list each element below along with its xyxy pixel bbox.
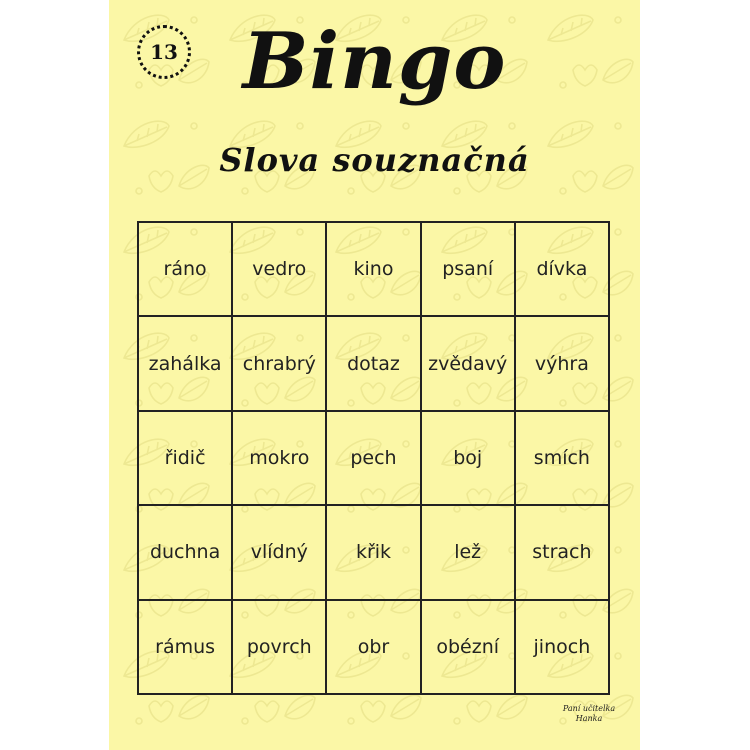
- bingo-cell[interactable]: dívka: [515, 222, 609, 316]
- bingo-cell[interactable]: smích: [515, 411, 609, 505]
- author-logo-line1: Paní učitelka: [562, 704, 616, 713]
- bingo-cell[interactable]: dotaz: [326, 316, 420, 410]
- bingo-cell[interactable]: řidič: [138, 411, 232, 505]
- bingo-cell[interactable]: obr: [326, 600, 420, 694]
- bingo-cell[interactable]: jinoch: [515, 600, 609, 694]
- bingo-cell[interactable]: křik: [326, 505, 420, 599]
- bingo-cell[interactable]: zvědavý: [421, 316, 515, 410]
- bingo-cell[interactable]: ráno: [138, 222, 232, 316]
- bingo-grid: [137, 221, 610, 695]
- bingo-cell[interactable]: strach: [515, 505, 609, 599]
- bingo-cell[interactable]: lež: [421, 505, 515, 599]
- bingo-cell[interactable]: zahálka: [138, 316, 232, 410]
- bingo-cell[interactable]: kino: [326, 222, 420, 316]
- bingo-cell[interactable]: duchna: [138, 505, 232, 599]
- bingo-cell[interactable]: výhra: [515, 316, 609, 410]
- card-number-badge: 13: [137, 25, 191, 79]
- bingo-cell[interactable]: vedro: [232, 222, 326, 316]
- author-logo: [559, 704, 619, 724]
- bingo-cell[interactable]: pech: [326, 411, 420, 505]
- bingo-cell[interactable]: boj: [421, 411, 515, 505]
- bingo-cell[interactable]: povrch: [232, 600, 326, 694]
- bingo-cell[interactable]: obézní: [421, 600, 515, 694]
- bingo-cell[interactable]: rámus: [138, 600, 232, 694]
- bingo-cell[interactable]: vlídný: [232, 505, 326, 599]
- bingo-cell[interactable]: mokro: [232, 411, 326, 505]
- page-subtitle: Slova souznačná: [219, 141, 530, 179]
- author-logo-line2: Hanka: [575, 714, 603, 723]
- bingo-cell[interactable]: chrabrý: [232, 316, 326, 410]
- page-title: Bingo: [242, 16, 507, 107]
- bingo-cell[interactable]: psaní: [421, 222, 515, 316]
